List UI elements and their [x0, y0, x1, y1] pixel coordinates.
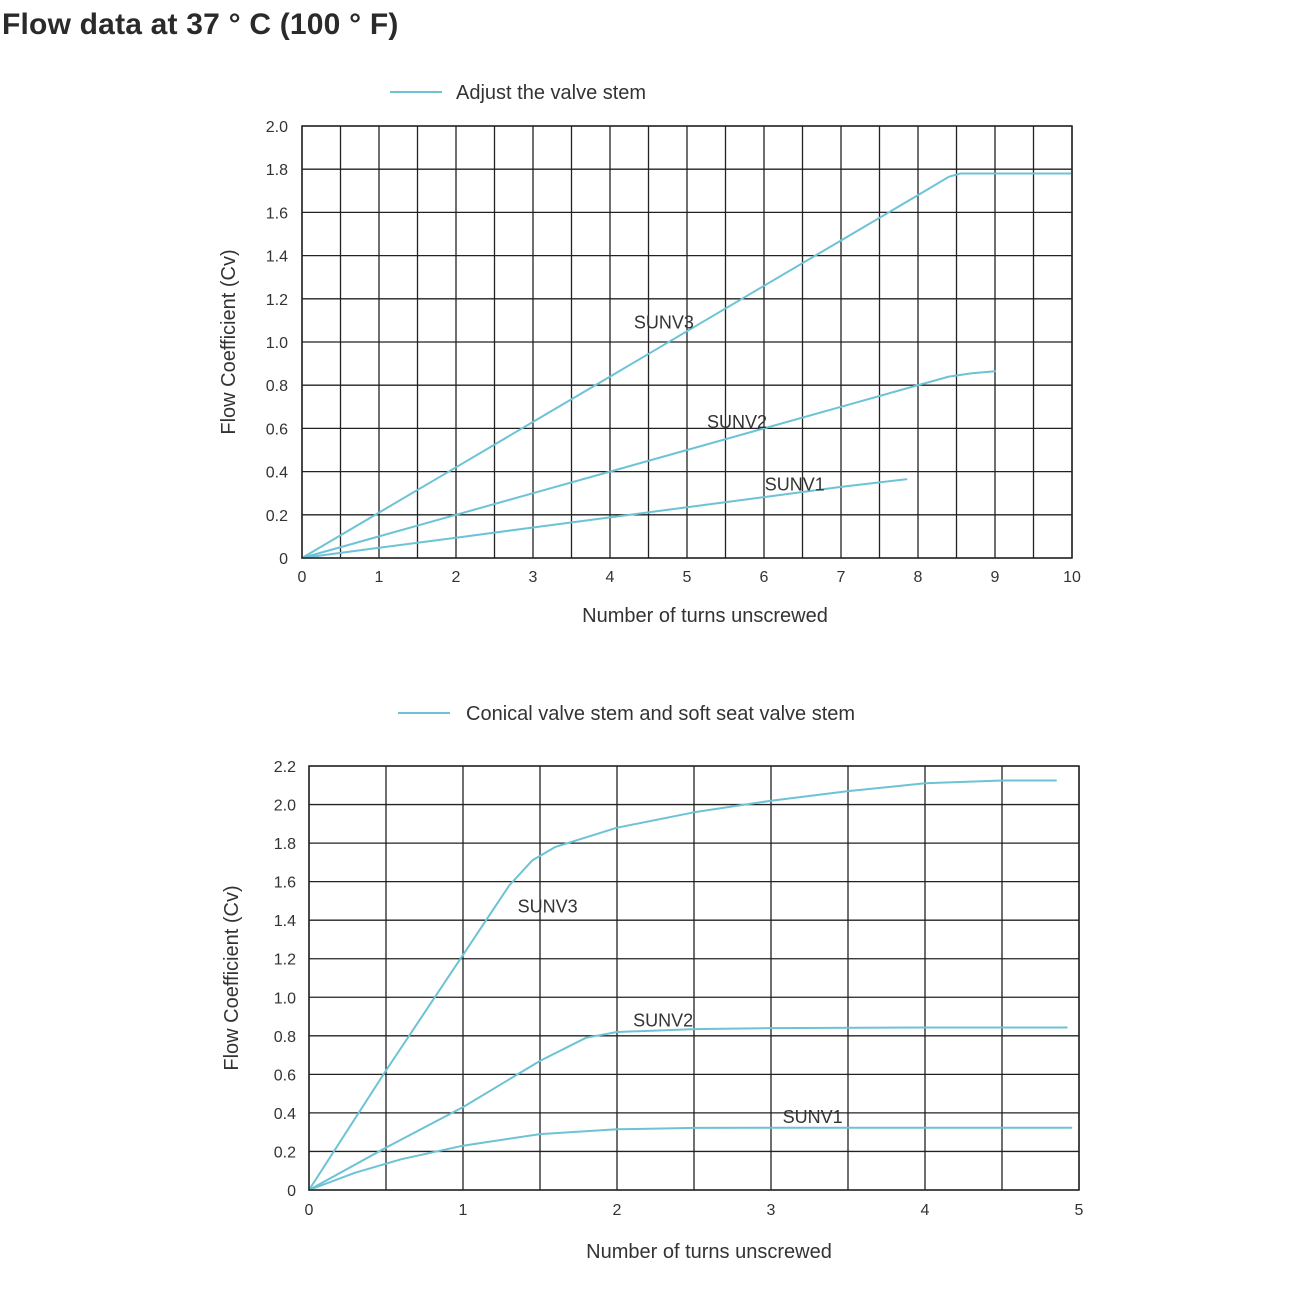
chart1-x-tick-label: 8: [913, 569, 923, 586]
chart1-y-tick-label: 1.2: [265, 291, 288, 309]
chart1-series-label-sunv3: SUNV3: [633, 312, 694, 333]
chart2-series-sunv2: [309, 1028, 1067, 1191]
chart1-y-tick-label: 0.2: [265, 507, 288, 525]
chart1-x-tick-label: 9: [990, 569, 1000, 586]
chart2-y-tick-label: 0: [287, 1183, 296, 1200]
chart2-series-label-sunv2: SUNV2: [633, 1010, 694, 1031]
chart1-y-tick-label: 1.6: [265, 205, 288, 223]
chart1-series-label-sunv1: SUNV1: [764, 474, 825, 495]
chart1-x-tick-label: 5: [682, 569, 692, 586]
chart1-x-axis-label: Number of turns unscrewed: [582, 605, 828, 627]
chart2-series-label-sunv1: SUNV1: [782, 1106, 843, 1127]
chart2-y-tick-label: 0.6: [273, 1067, 296, 1085]
chart1-series-label-sunv2: SUNV2: [707, 411, 768, 432]
page-title: Flow data at 37 ° C (100 ° F): [2, 8, 399, 41]
chart2-x-tick-label: 2: [612, 1202, 622, 1219]
chart1-y-tick-label: 2.0: [265, 119, 288, 136]
chart1-x-tick-label: 2: [451, 569, 461, 586]
chart2-y-tick-label: 0.8: [273, 1028, 296, 1046]
chart1-y-tick-label: 0.8: [265, 378, 288, 396]
chart1-y-tick-label: 1.8: [265, 162, 288, 180]
chart1-x-tick-label: 0: [297, 569, 307, 586]
chart2-y-tick-label: 2.2: [273, 759, 296, 776]
chart1-y-tick-label: 0.6: [265, 421, 288, 439]
chart2-y-axis-label: Flow Coefficient (Cv): [221, 885, 243, 1071]
chart2-y-tick-label: 1.6: [273, 874, 296, 892]
chart2-x-axis-label: Number of turns unscrewed: [586, 1241, 832, 1263]
chart2-x-tick-label: 0: [304, 1202, 314, 1219]
chart1-y-tick-label: 1.4: [265, 248, 288, 266]
chart1-legend-label: Adjust the valve stem: [456, 82, 647, 104]
chart1-y-tick-label: 1.0: [265, 335, 288, 352]
chart1-x-tick-label: 10: [1063, 569, 1081, 586]
chart2-y-tick-label: 2.0: [273, 797, 296, 815]
chart2-y-tick-label: 1.4: [273, 913, 296, 931]
chart2-legend-label: Conical valve stem and soft seat valve stem: [466, 703, 856, 725]
chart2-x-tick-label: 5: [1074, 1202, 1084, 1219]
chart2-y-tick-label: 1.0: [273, 990, 296, 1008]
chart2-y-tick-label: 1.8: [273, 836, 296, 854]
chart1-x-tick-label: 1: [374, 569, 384, 586]
chart2-series-sunv1: [309, 1128, 1071, 1190]
chart1-y-axis-label: Flow Coefficient (Cv): [218, 249, 240, 435]
chart2-y-tick-label: 1.2: [273, 951, 296, 969]
chart1-x-tick-label: 3: [528, 569, 538, 586]
chart2-y-tick-label: 0.4: [273, 1105, 296, 1123]
chart1-x-tick-label: 4: [605, 569, 615, 586]
chart2-x-tick-label: 4: [920, 1202, 930, 1219]
chart2-series-label-sunv3: SUNV3: [517, 896, 578, 917]
chart1-x-tick-label: 6: [759, 569, 769, 586]
chart1-x-tick-label: 7: [836, 569, 846, 586]
chart2-x-tick-label: 3: [766, 1202, 776, 1219]
chart1-y-tick-label: 0.4: [265, 464, 288, 482]
chart2-y-tick-label: 0.2: [273, 1144, 296, 1162]
chart2-x-tick-label: 1: [458, 1202, 468, 1219]
chart1-y-tick-label: 0: [279, 551, 288, 568]
